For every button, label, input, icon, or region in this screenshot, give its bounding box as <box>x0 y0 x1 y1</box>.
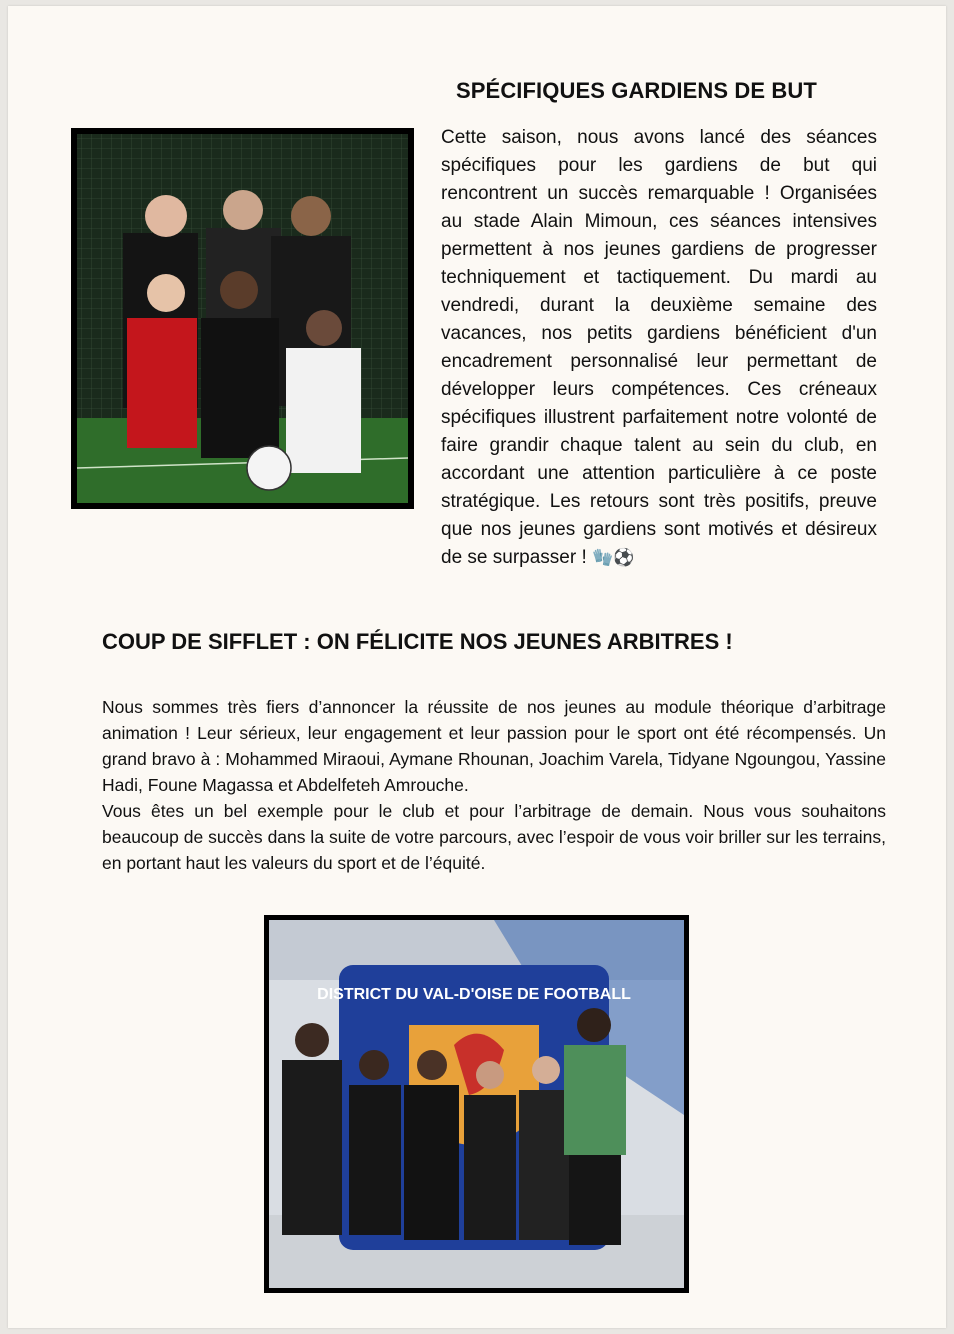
goalkeepers-paragraph-text: Cette saison, nous avons lancé des séances spécifiques pour les gardiens de but qui rencontrent un succès remarquable ! Organisées au stade Alain Mimoun, ces séances intensives permettent à nos jeunes gardiens de progresser techniquement et tactiquement. Du mardi au vendredi, durant la deuxième semaine des vacances, nos petits gardiens bénéficient d'un encadrement personnalisé leur permettant de développer leurs compétences. Ces créneaux spécifiques illustrent parfaitement notre volonté de faire grandir chaque talent au sein du club, en accordant une attention particulière à ce poste stratégique. Les retours sont très positifs, preuve que nos jeunes gardiens sont motivés et désireux de se surpasser ! <box>441 127 877 568</box>
referees-paragraph-2: Vous êtes un bel exemple pour le club et pour l’arbitrage de demain. Nous vous souhaitons beaucoup de succès dans la suite de votre parcours, avec l’espoir de vous voir briller sur les terrains, en portant haut les valeurs du sport et de l’équité. <box>102 801 886 873</box>
referees-photo <box>264 915 689 1293</box>
goalkeepers-photo-illustration <box>71 128 414 509</box>
goalkeepers-paragraph <box>441 124 877 572</box>
goalkeepers-title: SPÉCIFIQUES GARDIENS DE BUT <box>456 78 817 103</box>
referees-paragraph-1: Nous sommes très fiers d’annoncer la réussite de nos jeunes au module théorique d’arbitrage animation ! Leur sérieux, leur engagement et leur passion pour le sport ont été récompensés. Un grand bravo à : Mohammed Miraoui, Aymane Rhounan, Joachim Varela, Tidyane Ngoungou, Yassine Hadi, Foune Magassa et Abdelfeteh Amrouche. <box>102 697 886 795</box>
banner-text: DISTRICT DU VAL-D'OISE DE FOOTBALL <box>317 986 631 1003</box>
referees-text-block <box>102 694 886 876</box>
goalkeepers-photo <box>71 128 414 509</box>
referees-photo-illustration <box>264 915 689 1293</box>
referees-title: COUP DE SIFFLET : ON FÉLICITE NOS JEUNES ARBITRES ! <box>102 629 733 654</box>
document-page <box>8 6 946 1328</box>
glove-ball-emoji-icon: 🧤⚽ <box>592 548 635 567</box>
